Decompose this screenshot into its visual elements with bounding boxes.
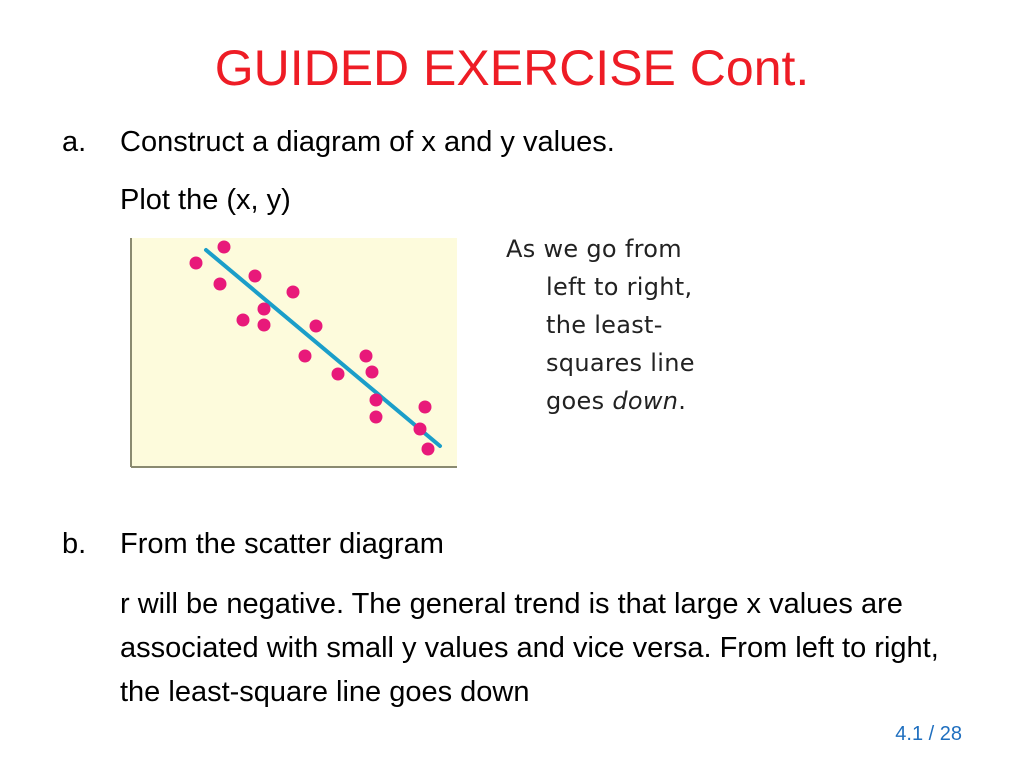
data-point (422, 443, 435, 456)
data-point (258, 303, 271, 316)
data-point (332, 368, 345, 381)
caption-line-4: squares line (546, 349, 695, 377)
figure-caption (506, 230, 695, 420)
scatter-diagram (128, 236, 458, 470)
data-point (287, 286, 300, 299)
caption-line-2: left to right, (546, 273, 693, 301)
slide-number: 4.1 / 28 (895, 723, 962, 745)
data-point (258, 319, 271, 332)
part-a-text: Construct a diagram of x and y values. (120, 126, 615, 158)
data-point (310, 320, 323, 333)
data-point (366, 366, 379, 379)
data-point (370, 394, 383, 407)
part-a-marker: a. (62, 126, 87, 158)
part-b-text: From the scatter diagram (120, 528, 444, 560)
data-point (214, 278, 227, 291)
caption-line-1: As we go from (506, 235, 682, 263)
caption-line-5 (506, 382, 695, 420)
data-point (360, 350, 373, 363)
data-point (370, 411, 383, 424)
data-point (414, 423, 427, 436)
part-a-subtext: Plot the (x, y) (120, 184, 291, 216)
slide-title: GUIDED EXERCISE Cont. (214, 40, 810, 96)
scatter-plot-svg (128, 236, 458, 470)
data-point (237, 314, 250, 327)
data-point (419, 401, 432, 414)
caption-line-3: the least- (546, 311, 663, 339)
data-point (249, 270, 262, 283)
caption-line-5-suffix: . (678, 387, 687, 415)
caption-emphasis: down (612, 387, 679, 415)
data-point (190, 257, 203, 270)
part-b-marker: b. (62, 528, 87, 560)
data-point (299, 350, 312, 363)
part-b-answer: r will be negative. The general trend is that large x values are associated with small y values and vice versa. From left to right, the least-square line goes down (120, 588, 939, 708)
data-point (218, 241, 231, 254)
plot-background (131, 238, 457, 466)
caption-line-5-prefix: goes (546, 387, 613, 415)
